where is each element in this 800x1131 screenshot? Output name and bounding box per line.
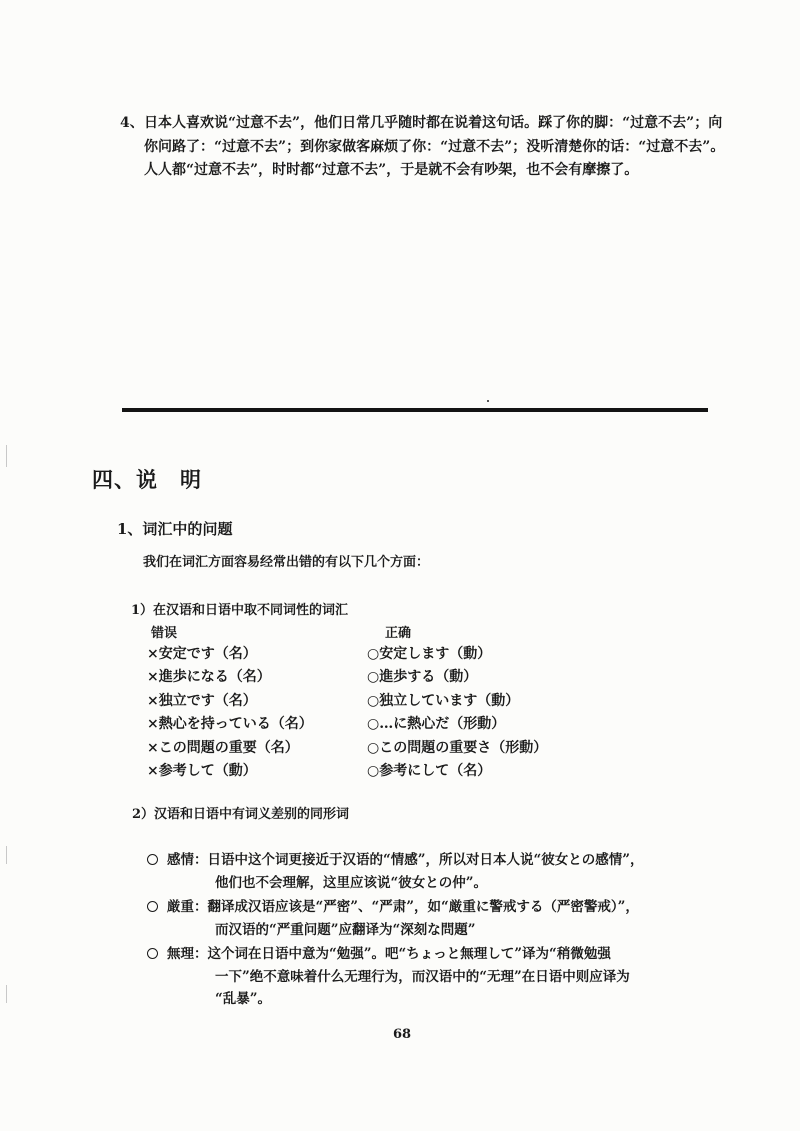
right-item: ○独立しています（動） <box>367 692 520 709</box>
note-line: 一下”绝不意味着什么无理行为，而汉语中的“无理”在日语中则应译为 <box>215 968 630 985</box>
notes-list <box>147 849 732 1013</box>
wrong-column <box>147 622 313 783</box>
wrong-list <box>147 643 313 783</box>
intro-text: 我们在词汇方面容易经常出错的有以下几个方面： <box>143 555 430 570</box>
note-line: “乱暴”。 <box>215 991 272 1007</box>
right-column <box>367 622 547 783</box>
wrong-item: ×この問題の重要（名） <box>147 739 299 756</box>
wrong-header: 错误 <box>151 626 178 641</box>
wrong-item: ×熱心を持っている（名） <box>147 716 313 733</box>
circle-bullet-icon <box>147 948 158 959</box>
subsection-title: 1、词汇中的问题 <box>117 520 233 538</box>
item1-title: 1）在汉语和日语中取不同词性的词汇 <box>131 603 349 618</box>
wrong-item: ×安定です（名） <box>147 646 257 662</box>
paragraph-number: 4、 <box>120 115 144 131</box>
note-item <box>147 849 732 894</box>
wrong-item: ×進歩になる（名） <box>147 669 271 686</box>
paragraph-text: 日本人喜欢说“过意不去”，他们日常几乎随时都在说着这句话。踩了你的脚：“过意不去”；向你问路了：“过意不去”；到你家做客麻烦了你：“过意不去”；没听清楚你的话：“过意不去”。人人都“过意不去”，时时都“过意不去”，于是就不会有吵架，也不会有摩擦了。 <box>144 115 725 178</box>
right-list <box>367 643 547 783</box>
right-header: 正确 <box>385 626 412 641</box>
note-line: 他们也不会理解，这里应该说“彼女との仲”。 <box>215 874 488 891</box>
right-item: ○参考にして（名） <box>367 763 492 780</box>
wrong-item: ×参考して（動） <box>147 763 257 780</box>
circle-bullet-icon <box>147 901 158 912</box>
note-line: 而汉语的“严重问题”应翻译为“深刻な問題” <box>215 921 476 938</box>
note-line: 無理：这个词在日语中意为“勉强”。吧“ちょっと無理して”译为“稍微勉强 <box>167 946 611 962</box>
right-item: ○安定します（動） <box>367 646 492 662</box>
circle-bullet-icon <box>147 854 158 865</box>
scan-margin-mark <box>6 985 7 1003</box>
note-line: 感情：日语中这个词更接近于汉语的“情感”，所以对日本人说“彼女との感情”， <box>167 852 644 868</box>
scan-speck <box>487 400 489 402</box>
section-divider <box>122 408 708 412</box>
note-line: 厳重：翻译成汉语应该是“严密”、“严肃”，如“厳重に警戒する（严密警戒）”， <box>167 899 639 915</box>
item2-title: 2）汉语和日语中有词义差别的同形词 <box>132 807 350 822</box>
note-item <box>147 896 732 941</box>
wrong-item: ×独立です（名） <box>147 692 257 709</box>
right-item: ○進歩する（動） <box>367 669 478 686</box>
scan-margin-mark <box>6 445 7 467</box>
page-number: 68 <box>393 1027 412 1042</box>
note-item <box>147 943 732 1011</box>
paragraph-4 <box>120 112 730 183</box>
right-item: ○この問題の重要さ（形動） <box>367 739 548 756</box>
section-title: 四、说 明 <box>92 467 202 492</box>
scan-margin-mark <box>6 846 7 864</box>
right-item: ○…に熱心だ（形動） <box>367 716 506 733</box>
